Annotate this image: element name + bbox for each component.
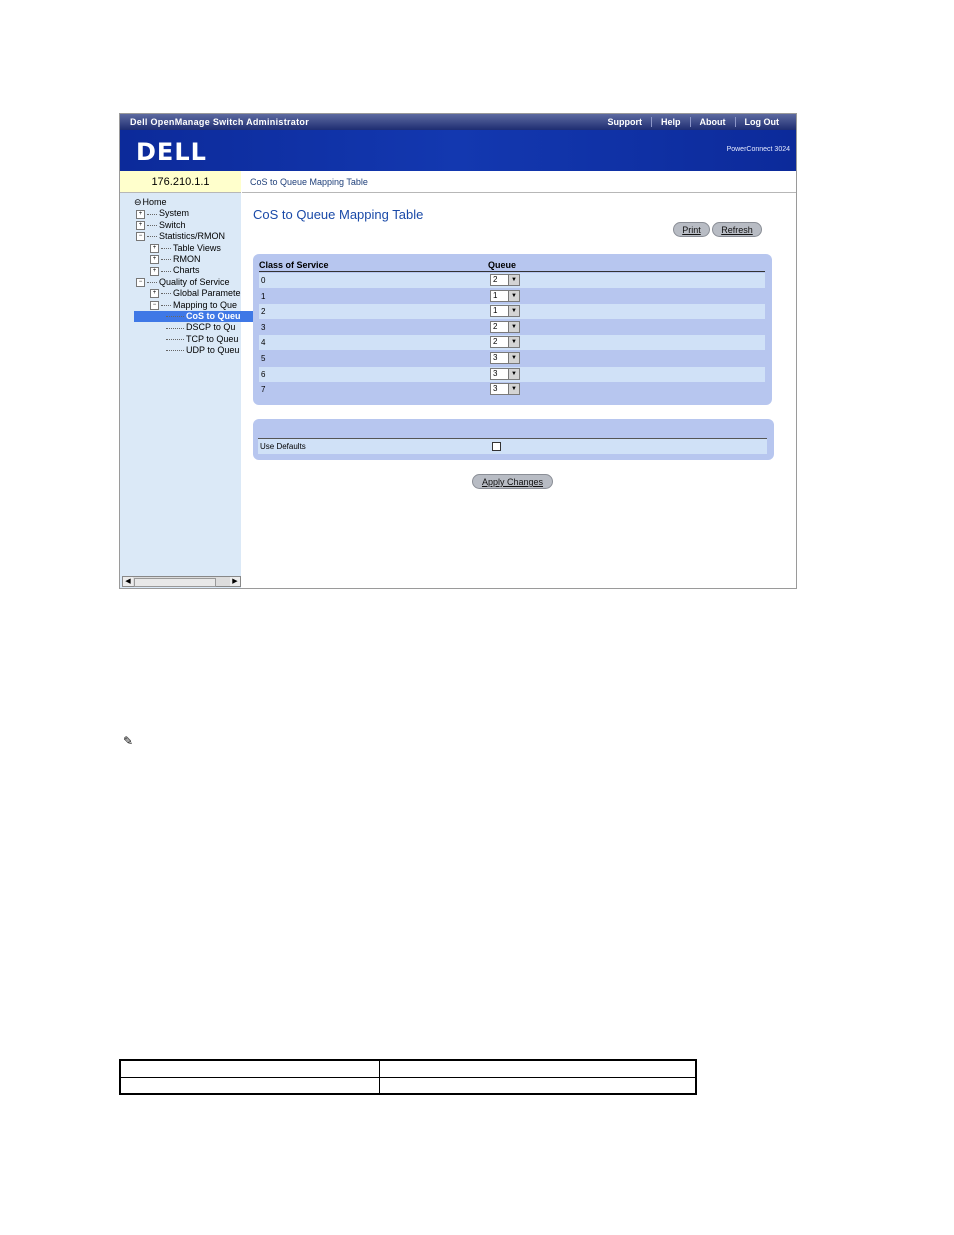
tree-connector bbox=[166, 328, 184, 329]
doc-table-cell bbox=[121, 1078, 380, 1093]
tree-connector bbox=[161, 293, 171, 294]
header-divider bbox=[259, 271, 765, 272]
table-row bbox=[259, 367, 765, 382]
tree-connector bbox=[161, 305, 171, 306]
queue-value: 1 bbox=[493, 290, 498, 300]
nav-tree-item[interactable] bbox=[136, 231, 225, 242]
header-queue: Queue bbox=[488, 260, 517, 270]
expand-icon[interactable]: + bbox=[150, 267, 159, 276]
nav-tree-item[interactable] bbox=[150, 300, 237, 311]
nav-tree-label: DSCP to Qu bbox=[186, 322, 236, 333]
sidebar bbox=[120, 171, 241, 589]
chevron-down-icon[interactable]: ▼ bbox=[508, 337, 519, 347]
tree-connector bbox=[161, 248, 171, 249]
nav-tree-item[interactable] bbox=[136, 220, 186, 231]
use-defaults-label: Use Defaults bbox=[260, 442, 306, 451]
nav-tree-label: Table Views bbox=[173, 242, 221, 253]
chevron-down-icon[interactable]: ▼ bbox=[508, 353, 519, 363]
table-row bbox=[259, 304, 765, 319]
queue-select[interactable] bbox=[490, 352, 520, 364]
tree-connector bbox=[166, 350, 184, 351]
collapse-icon[interactable]: − bbox=[136, 232, 145, 241]
apply-changes-button[interactable]: Apply Changes bbox=[472, 474, 553, 489]
nav-tree-label: UDP to Queu bbox=[186, 345, 240, 356]
cos-value: 5 bbox=[261, 354, 266, 363]
device-ip: 176.210.1.1 bbox=[120, 171, 241, 193]
tree-connector bbox=[161, 259, 171, 260]
nav-tree-label: Charts bbox=[173, 265, 200, 276]
use-defaults-row bbox=[258, 438, 767, 454]
main-content bbox=[242, 194, 797, 589]
top-links bbox=[598, 117, 788, 127]
queue-value: 3 bbox=[493, 353, 498, 362]
cos-value: 7 bbox=[261, 385, 266, 395]
cos-value: 1 bbox=[261, 291, 266, 301]
doc-table bbox=[119, 1059, 697, 1095]
collapse-icon[interactable]: − bbox=[136, 278, 145, 287]
cos-value: 3 bbox=[261, 322, 266, 332]
print-button[interactable]: Print bbox=[673, 222, 710, 237]
queue-select[interactable] bbox=[490, 274, 520, 286]
expand-icon[interactable]: + bbox=[150, 244, 159, 253]
chevron-down-icon[interactable]: ▼ bbox=[508, 291, 519, 301]
nav-tree-label: RMON bbox=[173, 254, 201, 264]
dell-logo: DELL bbox=[136, 138, 207, 166]
cos-value: 4 bbox=[261, 338, 266, 348]
cos-value: 0 bbox=[261, 276, 266, 285]
nav-tree-item[interactable] bbox=[150, 254, 201, 265]
scroll-thumb[interactable] bbox=[134, 578, 216, 587]
expand-icon[interactable]: + bbox=[136, 210, 145, 219]
nav-tree-item[interactable] bbox=[136, 208, 189, 219]
nav-tree-label: Global Paramete bbox=[173, 288, 241, 299]
header-class-of-service: Class of Service bbox=[259, 260, 329, 270]
support-link[interactable]: Support bbox=[607, 117, 642, 127]
page-title: CoS to Queue Mapping Table bbox=[253, 207, 424, 222]
nav-tree-label: Mapping to Que bbox=[173, 299, 238, 310]
nav-tree-item[interactable] bbox=[166, 334, 238, 345]
mapping-table-panel bbox=[253, 254, 772, 405]
table-row bbox=[259, 335, 765, 350]
table-row bbox=[259, 289, 765, 304]
queue-value: 2 bbox=[493, 275, 498, 284]
refresh-button[interactable]: Refresh bbox=[712, 222, 762, 237]
queue-value: 3 bbox=[493, 368, 498, 378]
table-row bbox=[259, 320, 765, 335]
defaults-panel bbox=[253, 419, 774, 460]
nav-tree-label: System bbox=[159, 208, 190, 219]
cos-value: 6 bbox=[261, 369, 266, 379]
tree-connector bbox=[166, 339, 184, 340]
top-bar bbox=[120, 114, 796, 130]
banner bbox=[120, 130, 796, 171]
doc-table-cell bbox=[380, 1061, 695, 1078]
expand-icon[interactable]: + bbox=[136, 221, 145, 230]
queue-select[interactable] bbox=[490, 321, 520, 333]
queue-value: 3 bbox=[493, 384, 498, 394]
logout-link[interactable]: Log Out bbox=[735, 117, 789, 127]
tree-connector bbox=[166, 316, 184, 317]
table-row bbox=[259, 273, 765, 288]
app-title: Dell OpenManage Switch Administrator bbox=[130, 117, 309, 127]
cos-value: 2 bbox=[261, 307, 266, 317]
doc-table-cell bbox=[121, 1061, 380, 1078]
nav-tree-item[interactable] bbox=[150, 265, 200, 276]
tree-connector bbox=[147, 236, 157, 237]
tree-connector bbox=[147, 282, 157, 283]
mapping-table bbox=[259, 260, 765, 400]
chevron-down-icon[interactable]: ▼ bbox=[508, 322, 519, 332]
sidebar-scrollbar[interactable] bbox=[122, 576, 241, 587]
screenshot-window bbox=[119, 113, 797, 589]
queue-value: 1 bbox=[493, 306, 498, 316]
table-row bbox=[259, 382, 765, 397]
breadcrumb: CoS to Queue Mapping Table bbox=[242, 171, 797, 193]
nav-tree-item[interactable] bbox=[136, 277, 230, 288]
nav-tree-label: Quality of Service bbox=[159, 276, 230, 287]
chevron-down-icon[interactable]: ▼ bbox=[508, 369, 519, 379]
queue-select[interactable] bbox=[490, 305, 520, 317]
nav-tree-item[interactable] bbox=[166, 345, 239, 356]
model-name: PowerConnect 3024 bbox=[726, 146, 790, 153]
chevron-down-icon[interactable]: ▼ bbox=[508, 275, 519, 285]
nav-tree-label: CoS to Queu bbox=[186, 311, 241, 321]
scroll-right-icon[interactable]: ▶ bbox=[230, 577, 240, 586]
nav-tree-label: Statistics/RMON bbox=[159, 231, 226, 242]
queue-select[interactable] bbox=[490, 383, 520, 395]
nav-tree-item[interactable] bbox=[150, 243, 221, 254]
nav-tree-label: Home bbox=[142, 197, 167, 207]
collapse-icon[interactable]: − bbox=[150, 301, 159, 310]
queue-select[interactable] bbox=[490, 336, 520, 348]
table-row bbox=[259, 351, 765, 366]
scroll-left-icon[interactable]: ◀ bbox=[123, 577, 133, 586]
queue-select[interactable] bbox=[490, 290, 520, 302]
queue-select[interactable] bbox=[490, 368, 520, 380]
note-pencil-icon: ✎ bbox=[123, 734, 134, 748]
home-icon: ⊖ bbox=[134, 197, 142, 207]
tree-connector bbox=[147, 225, 157, 226]
nav-tree-item[interactable] bbox=[166, 322, 235, 333]
expand-icon[interactable]: + bbox=[150, 255, 159, 264]
nav-tree-label: TCP to Queu bbox=[186, 333, 239, 344]
help-link[interactable]: Help bbox=[651, 117, 690, 127]
nav-tree-item[interactable] bbox=[134, 197, 167, 208]
chevron-down-icon[interactable]: ▼ bbox=[508, 306, 519, 316]
tree-connector bbox=[147, 214, 157, 215]
doc-table-cell bbox=[380, 1078, 695, 1093]
nav-tree-item[interactable] bbox=[150, 288, 241, 299]
about-link[interactable]: About bbox=[690, 117, 735, 127]
expand-icon[interactable]: + bbox=[150, 289, 159, 298]
queue-value: 2 bbox=[493, 321, 498, 331]
chevron-down-icon[interactable]: ▼ bbox=[508, 384, 519, 394]
use-defaults-checkbox[interactable] bbox=[492, 442, 501, 451]
nav-tree-label: Switch bbox=[159, 219, 186, 230]
queue-value: 2 bbox=[493, 337, 498, 347]
tree-connector bbox=[161, 271, 171, 272]
